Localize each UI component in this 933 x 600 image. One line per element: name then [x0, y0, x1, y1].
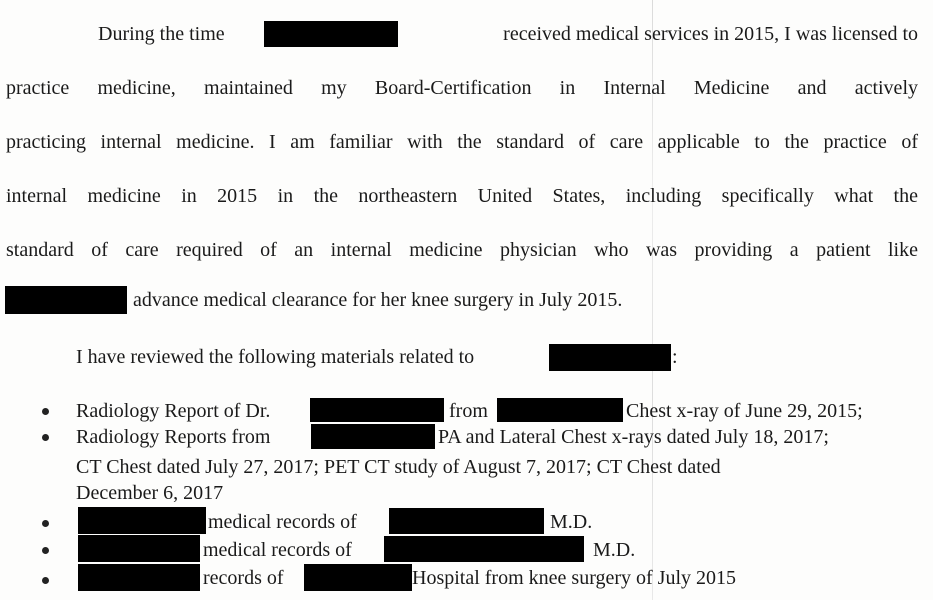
redaction-box [311, 424, 435, 449]
para1-line1-end: received medical services in 2015, I was licensed to [503, 23, 918, 45]
para1-line2: practice medicine, maintained my Board-Certification in Internal Medicine and actively [6, 77, 918, 99]
para1-line6: advance medical clearance for her knee surgery in July 2015. [133, 289, 623, 311]
redaction-box [497, 398, 623, 422]
material-2-part-c: CT Chest dated July 27, 2017; PET CT study of August 7, 2017; CT Chest dated [76, 456, 721, 478]
material-2-part-a: Radiology Reports from [76, 426, 271, 448]
material-3-part-a: medical records of [208, 511, 357, 533]
material-5-part-a: records of [203, 567, 284, 589]
redaction-box [389, 508, 544, 534]
redaction-box [78, 564, 200, 591]
bullet-dot [42, 547, 49, 554]
para1-line1-start: During the time [98, 23, 225, 45]
bullet-dot [42, 408, 49, 415]
para1-line4: internal medicine in 2015 in the northeastern United States, including specifically what the [6, 185, 918, 207]
bullet-dot [42, 577, 49, 584]
redaction-box [78, 507, 206, 534]
material-4-part-b: M.D. [593, 539, 636, 561]
redaction-box [304, 564, 412, 591]
redaction-box [264, 21, 398, 47]
redaction-box [549, 344, 671, 371]
material-1-part-b: from [449, 400, 488, 422]
para1-line3: practicing internal medicine. I am familiar with the standard of care applicable to the practice of [6, 131, 918, 153]
material-2-part-d: December 6, 2017 [76, 482, 224, 504]
material-2-part-b: PA and Lateral Chest x-rays dated July 18, 2017; [438, 426, 829, 448]
material-1-part-a: Radiology Report of Dr. [76, 400, 271, 422]
material-3-part-b: M.D. [550, 511, 593, 533]
materials-intro-colon: : [672, 346, 678, 368]
bullet-dot [42, 520, 49, 527]
redaction-box [78, 535, 200, 562]
material-5-part-b: Hospital from knee surgery of July 2015 [412, 567, 737, 589]
redaction-box [384, 536, 584, 562]
material-1-part-c: Chest x-ray of June 29, 2015; [626, 400, 863, 422]
redaction-box [5, 286, 127, 314]
bullet-dot [42, 434, 49, 441]
material-4-part-a: medical records of [203, 539, 352, 561]
redaction-box [310, 398, 444, 422]
para1-line5: standard of care required of an internal medicine physician who was providing a patient like [6, 239, 918, 261]
materials-intro: I have reviewed the following materials related to [76, 346, 475, 368]
